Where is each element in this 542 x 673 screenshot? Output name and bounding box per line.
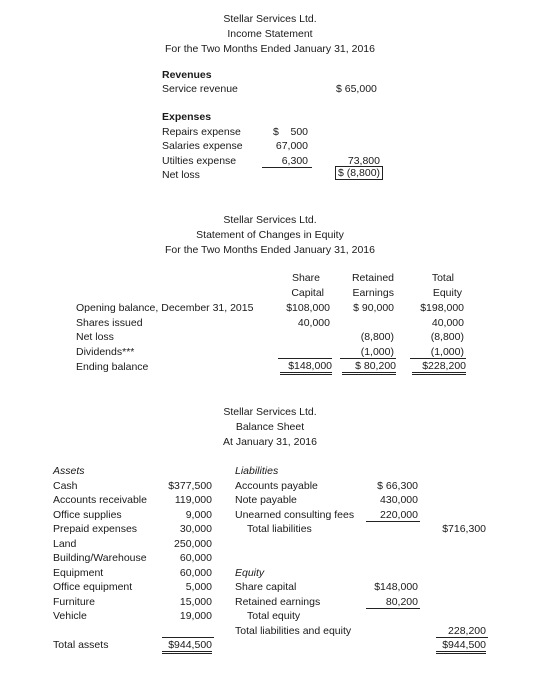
assets-heading: Assets [53,465,85,477]
asset-label: Equipment [53,567,104,579]
utilities-label: Utilties expense [162,155,237,167]
asset-value: 60,000 [179,567,212,579]
total-equity-value: 228,200 [448,625,486,637]
asset-label: Prepaid expenses [53,523,138,535]
col-total-2: Equity [432,287,462,299]
asset-value: 15,000 [179,596,212,608]
share-col-underline [278,358,332,359]
utilities-value: 6,300 [281,155,308,167]
service-revenue-label: Service revenue [162,83,238,95]
equity-row-label: Opening balance, December 31, 2015 [76,302,254,314]
income-company: Stellar Services Ltd. [223,13,317,25]
asset-label: Building/Warehouse [53,552,147,564]
equity-item-label: Share capital [235,581,297,593]
equity-row-share: $108,000 [286,302,330,314]
equity-item-value: 80,200 [385,596,418,608]
total-liabilities-value: $716,300 [442,523,486,535]
equity-row-retained: $ 90,000 [353,302,394,314]
salaries-value: 67,000 [275,140,308,152]
liabilities-underline [366,521,420,522]
equity-company: Stellar Services Ltd. [223,214,317,226]
asset-value: 5,000 [185,581,212,593]
total-equity-label: Total equity [247,610,301,622]
asset-label: Vehicle [53,610,87,622]
equity-row-total: $198,000 [420,302,464,314]
equity-item-value: $148,000 [374,581,418,593]
total-assets-label: Total assets [53,639,109,651]
assets-underline [162,637,214,638]
balance-title: Balance Sheet [235,421,305,433]
total-le-underline [436,637,488,638]
income-title: Income Statement [227,28,313,40]
asset-label: Land [53,538,77,550]
total-col-underline [410,358,466,359]
asset-value: 19,000 [179,610,212,622]
equity-row-total: (8,800) [430,331,464,343]
expenses-underline [262,167,312,168]
equity-item-label: Retained earnings [235,596,321,608]
total-liabilities-label: Total liabilities [247,523,312,535]
equity-title: Statement of Changes in Equity [196,229,344,241]
total-expenses-value: 73,800 [347,155,380,167]
retained-col-underline [340,358,396,359]
equity-row-retained: (8,800) [360,331,394,343]
equity-underline [366,608,420,609]
asset-value: 60,000 [179,552,212,564]
asset-label: Cash [53,480,78,492]
liabilities-heading: Liabilities [235,465,279,477]
liability-label: Accounts payable [235,480,318,492]
service-revenue-value: $ 65,000 [336,83,377,95]
net-loss-value: $ (8,800) [335,166,383,180]
equity-row-label: Ending balance [76,361,149,373]
liability-label: Note payable [235,494,297,506]
liability-value: $ 66,300 [377,480,418,492]
repairs-label: Repairs expense [162,126,241,138]
total-assets-value: $944,500 [162,639,212,654]
revenues-heading: Revenues [162,69,212,81]
equity-period: For the Two Months Ended January 31, 2016 [165,244,375,256]
equity-heading: Equity [235,567,265,579]
equity-row-total: (1,000) [430,346,464,358]
balance-company: Stellar Services Ltd. [223,406,317,418]
col-share-2: Capital [291,287,324,299]
asset-value: 119,000 [174,494,212,506]
equity-row-share: 40,000 [297,317,330,329]
total-liabilities-equity-value: $944,500 [436,639,486,654]
liability-value: 220,000 [380,509,418,521]
income-period: For the Two Months Ended January 31, 2016 [165,43,375,55]
asset-label: Office equipment [53,581,133,593]
asset-label: Accounts receivable [53,494,147,506]
salaries-label: Salaries expense [162,140,243,152]
asset-value: 250,000 [174,538,212,550]
col-retained-2: Earnings [352,287,394,299]
liability-label: Unearned consulting fees [235,509,355,521]
liability-value: 430,000 [380,494,418,506]
col-retained-1: Retained [351,272,394,284]
expenses-heading: Expenses [162,111,212,123]
col-share-1: Share [291,272,320,284]
balance-date: At January 31, 2016 [223,436,317,448]
equity-row-label: Net loss [76,331,114,343]
asset-value: 9,000 [185,509,212,521]
equity-row-label: Dividends*** [76,346,135,358]
equity-row-retained: (1,000) [360,346,394,358]
equity-row-total: 40,000 [431,317,464,329]
asset-label: Furniture [53,596,96,608]
asset-label: Office supplies [53,509,122,521]
net-loss-label: Net loss [162,169,200,181]
equity-row-total: $228,200 [412,360,466,375]
equity-row-share: $148,000 [280,360,332,375]
repairs-value: $ 500 [272,126,308,138]
col-total-1: Total [431,272,454,284]
equity-row-retained: $ 80,200 [342,360,396,375]
asset-value: $377,500 [168,480,212,492]
equity-row-label: Shares issued [76,317,143,329]
asset-value: 30,000 [179,523,212,535]
total-liabilities-equity-label: Total liabilities and equity [235,625,352,637]
